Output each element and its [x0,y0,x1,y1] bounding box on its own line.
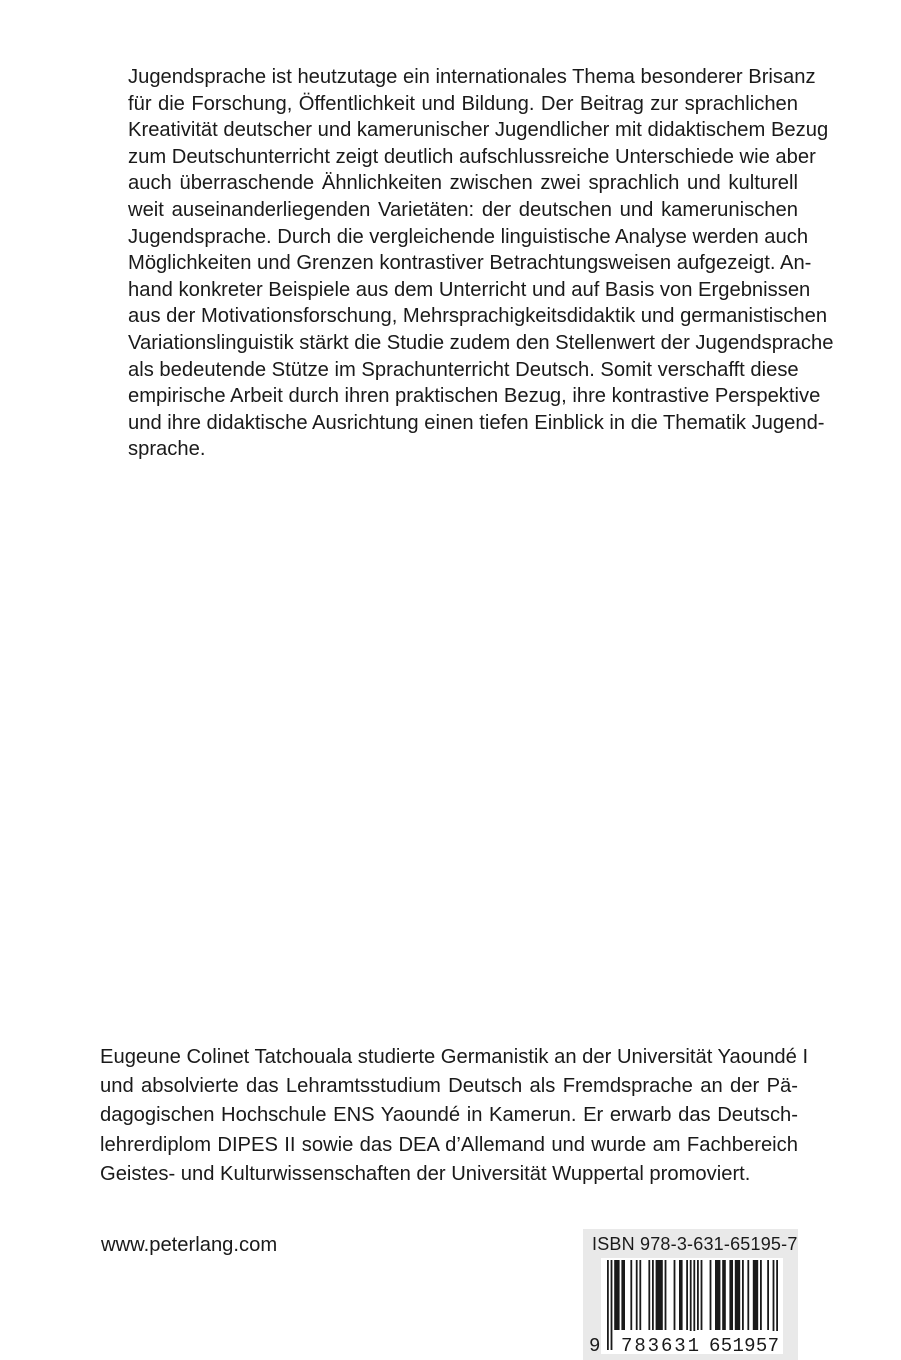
barcode-bar [753,1260,758,1330]
description-line: für die Forschung, Öffentlichkeit und Bildung. Der Beitrag zur sprachlichen [128,92,798,115]
barcode-bar [665,1260,667,1330]
barcode-left-digits: 783631 [621,1335,699,1357]
description-line: Variationslinguistik stärkt die Studie zudem den Stellenwert der Jugendsprache [128,331,834,354]
description-line: auch überraschende Ähnlichkeiten zwischen zwei sprachlich und kulturell [128,172,798,195]
description-line: als bedeutende Stütze im Sprachunterricht Deutsch. Somit verschafft diese [128,358,799,381]
barcode-bar [607,1260,609,1350]
barcode-first-digit: 9 [589,1335,601,1357]
author-bio [100,1043,809,1189]
barcode-bar [674,1260,676,1330]
barcode-bar [742,1260,744,1330]
barcode-bar [767,1260,769,1330]
description-line: zum Deutschunterricht zeigt deutlich aufschlussreiche Unterschiede wie aber [128,145,816,168]
barcode-bar [729,1260,733,1330]
description-line: empirische Arbeit durch ihren praktischen Bezug, ihre kontrastive Perspektive [128,385,821,408]
barcode-bar [735,1260,740,1330]
bio-line: Eugeune Colinet Tatchouala studierte Germanistik an der Universität Yaoundé I [100,1046,809,1068]
bio-line: lehrerdiplom DIPES II sowie das DEA d’Allemand und wurde am Fachbereich [100,1133,798,1156]
barcode-bar [710,1260,712,1330]
barcode-bar [697,1260,699,1330]
barcode-bar [722,1260,726,1330]
barcode-bar [639,1260,641,1330]
bio-line: und absolvierte das Lehramtsstudium Deutsch als Fremdsprache an der Pä- [100,1075,798,1098]
barcode-bar [611,1260,613,1350]
barcode-bar [648,1260,650,1330]
barcode-bar [652,1260,654,1330]
barcode-bar [760,1260,762,1330]
barcode-bar [686,1260,688,1330]
description-line: Möglichkeiten und Grenzen kontrastiver Betrachtungsweisen aufgezeigt. An- [128,252,812,275]
book-description [128,64,834,463]
barcode-right-digits: 651957 [709,1335,779,1357]
bio-line: Geistes- und Kulturwissenschaften der Universität Wuppertal promoviert. [100,1162,751,1185]
description-line: hand konkreter Beispiele aus dem Unterricht und auf Basis von Ergebnissen [128,278,811,301]
barcode [583,1229,798,1360]
description-line: Kreativität deutscher und kamerunischer Jugendlicher mit didaktischem Bezug [128,119,829,142]
description-line: sprache. [128,438,206,461]
description-line: aus der Motivationsforschung, Mehrsprachigkeitsdidaktik und germanistischen [128,305,828,328]
bio-line: dagogischen Hochschule ENS Yaoundé in Kamerun. Er erwarb das Deutsch- [100,1104,798,1127]
barcode-bar [614,1260,619,1330]
barcode-bar [636,1260,638,1330]
publisher-website[interactable]: www.peterlang.com [101,1234,278,1256]
description-line: und ihre didaktische Ausrichtung einen tiefen Einblick in die Thematik Jugend- [128,411,825,434]
barcode-bar [701,1260,703,1330]
description-line: Jugendsprache ist heutzutage ein internationales Thema besonderer Brisanz [128,66,816,88]
isbn-label: ISBN 978-3-631-65195-7 [592,1234,798,1254]
barcode-bar [630,1260,632,1330]
barcode-bar [679,1260,683,1330]
barcode-bar [747,1260,749,1330]
barcode-bar [656,1260,663,1330]
barcode-bar [621,1260,625,1330]
description-line: Jugendsprache. Durch die vergleichende linguistische Analyse werden auch [128,225,809,248]
description-line: weit auseinanderliegenden Varietäten: der deutschen und kamerunischen [128,198,798,221]
isbn-barcode-panel [583,1229,798,1360]
barcode-bar [715,1260,720,1330]
